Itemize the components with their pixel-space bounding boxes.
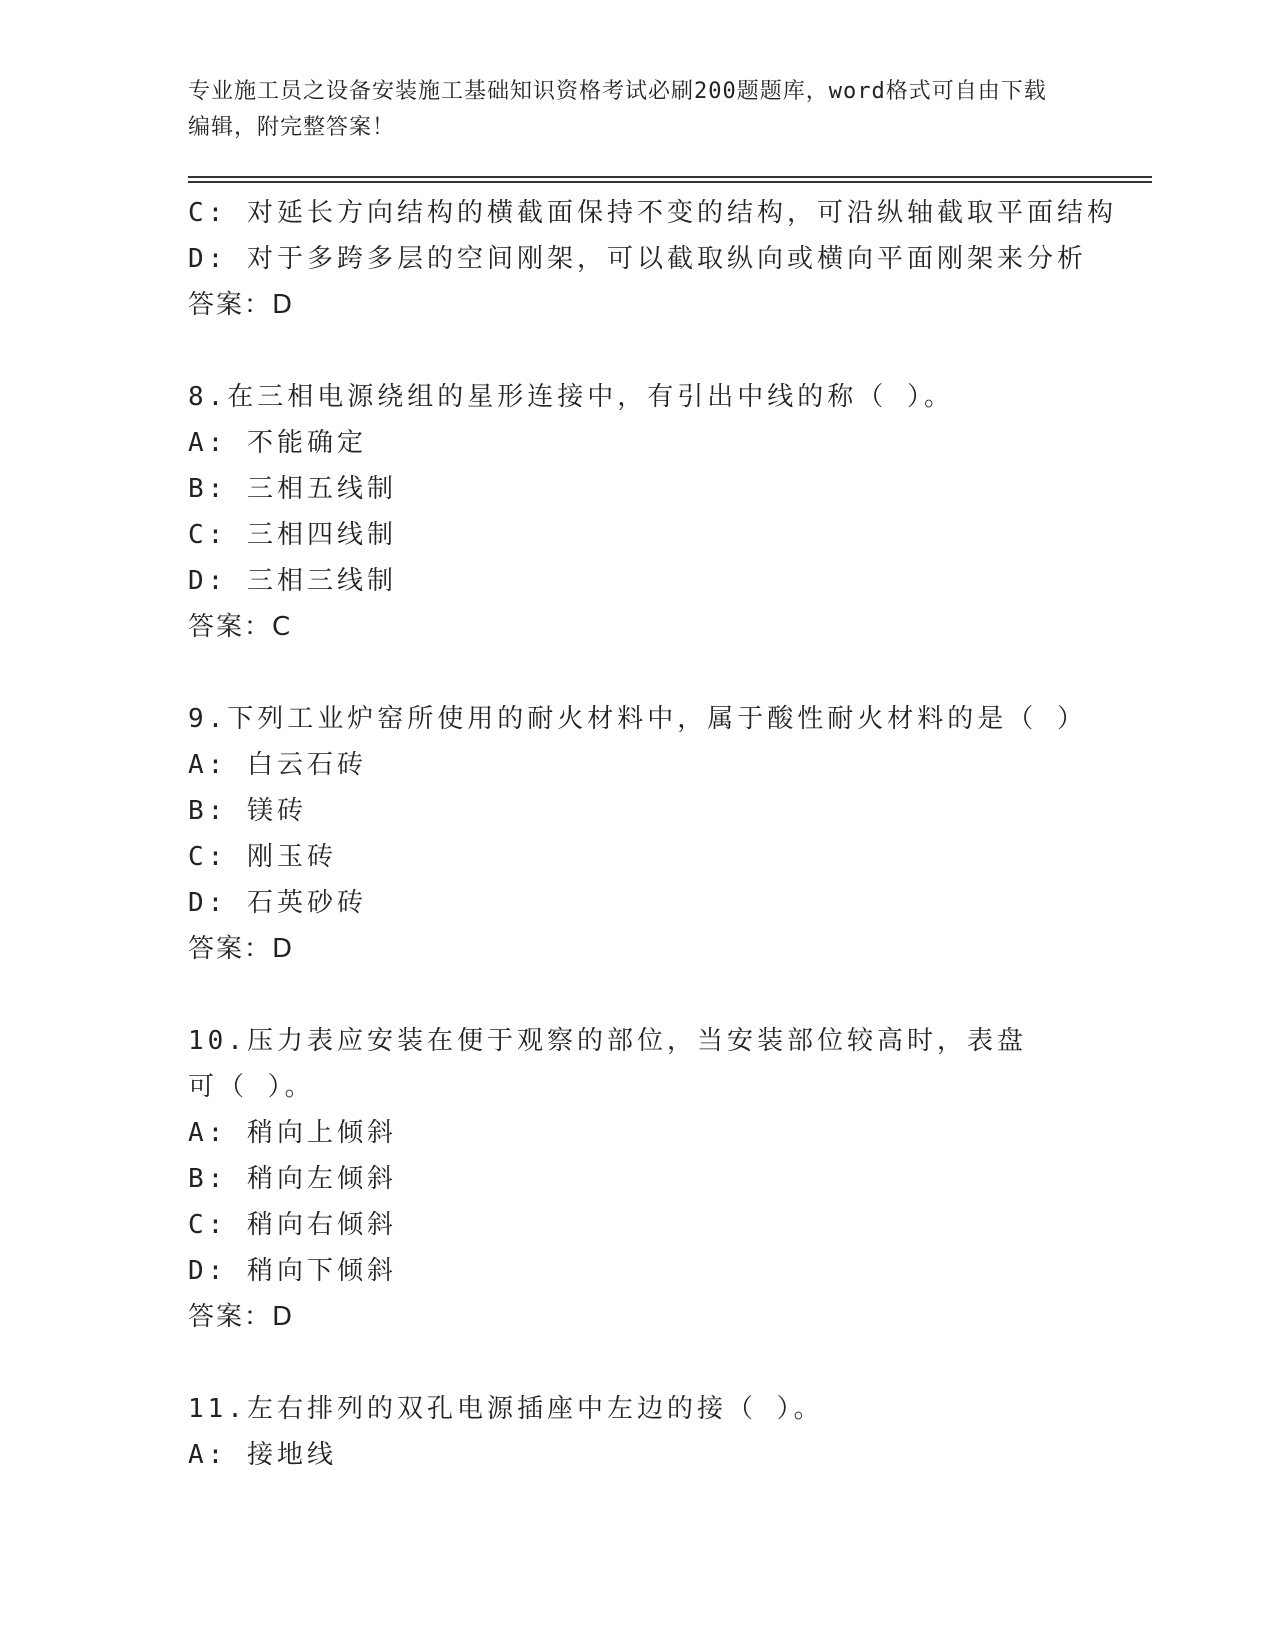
question-11-option-a: A: 接地线 <box>188 1440 337 1470</box>
spacer <box>188 972 1088 1018</box>
question-9-stem: 9.下列工业炉窑所使用的耐火材料中，属于酸性耐火材料的是（ ） <box>188 704 1087 734</box>
spacer <box>188 328 1088 374</box>
document-header: 专业施工员之设备安装施工基础知识资格考试必刷200题题库，word格式可自由下载编辑，附完整答案！ <box>188 79 1047 140</box>
spacer <box>188 650 1088 696</box>
question-8-option-b: B: 三相五线制 <box>188 474 397 504</box>
question-11-stem: 11.左右排列的双孔电源插座中左边的接（ ）。 <box>188 1394 824 1424</box>
question-10-option-a: A: 稍向上倾斜 <box>188 1118 397 1148</box>
question-10-answer: 答案：D <box>188 1302 295 1332</box>
question-list <box>188 190 1117 1478</box>
question-9-option-a: A: 白云石砖 <box>188 750 367 780</box>
question-9-option-d: D: 石英砂砖 <box>188 888 367 918</box>
question-10-option-c: C: 稍向右倾斜 <box>188 1210 397 1240</box>
question-10-option-d: D: 稍向下倾斜 <box>188 1256 397 1286</box>
question-8-option-a: A: 不能确定 <box>188 428 367 458</box>
question-10-option-b: B: 稍向左倾斜 <box>188 1164 397 1194</box>
question-8-option-c: C: 三相四线制 <box>188 520 397 550</box>
question-9-option-b: B: 镁砖 <box>188 796 307 826</box>
header-rule-top <box>188 176 1152 178</box>
answer-text: 答案：D <box>188 290 295 320</box>
question-9-option-c: C: 刚玉砖 <box>188 842 337 872</box>
question-8-stem: 8.在三相电源绕组的星形连接中，有引出中线的称（ ）。 <box>188 382 954 412</box>
question-8-answer: 答案：C <box>188 612 293 642</box>
header-rule-bottom <box>188 181 1152 183</box>
question-9-answer: 答案：D <box>188 934 295 964</box>
option-c: C: 对延长方向结构的横截面保持不变的结构，可沿纵轴截取平面结构 <box>188 198 1117 228</box>
question-10-stem: 10.压力表应安装在便于观察的部位，当安装部位较高时，表盘可（ ）。 <box>188 1026 1027 1102</box>
question-8-option-d: D: 三相三线制 <box>188 566 397 596</box>
spacer <box>188 1340 1088 1386</box>
option-d: D: 对于多跨多层的空间刚架，可以截取纵向或横向平面刚架来分析 <box>188 244 1087 274</box>
